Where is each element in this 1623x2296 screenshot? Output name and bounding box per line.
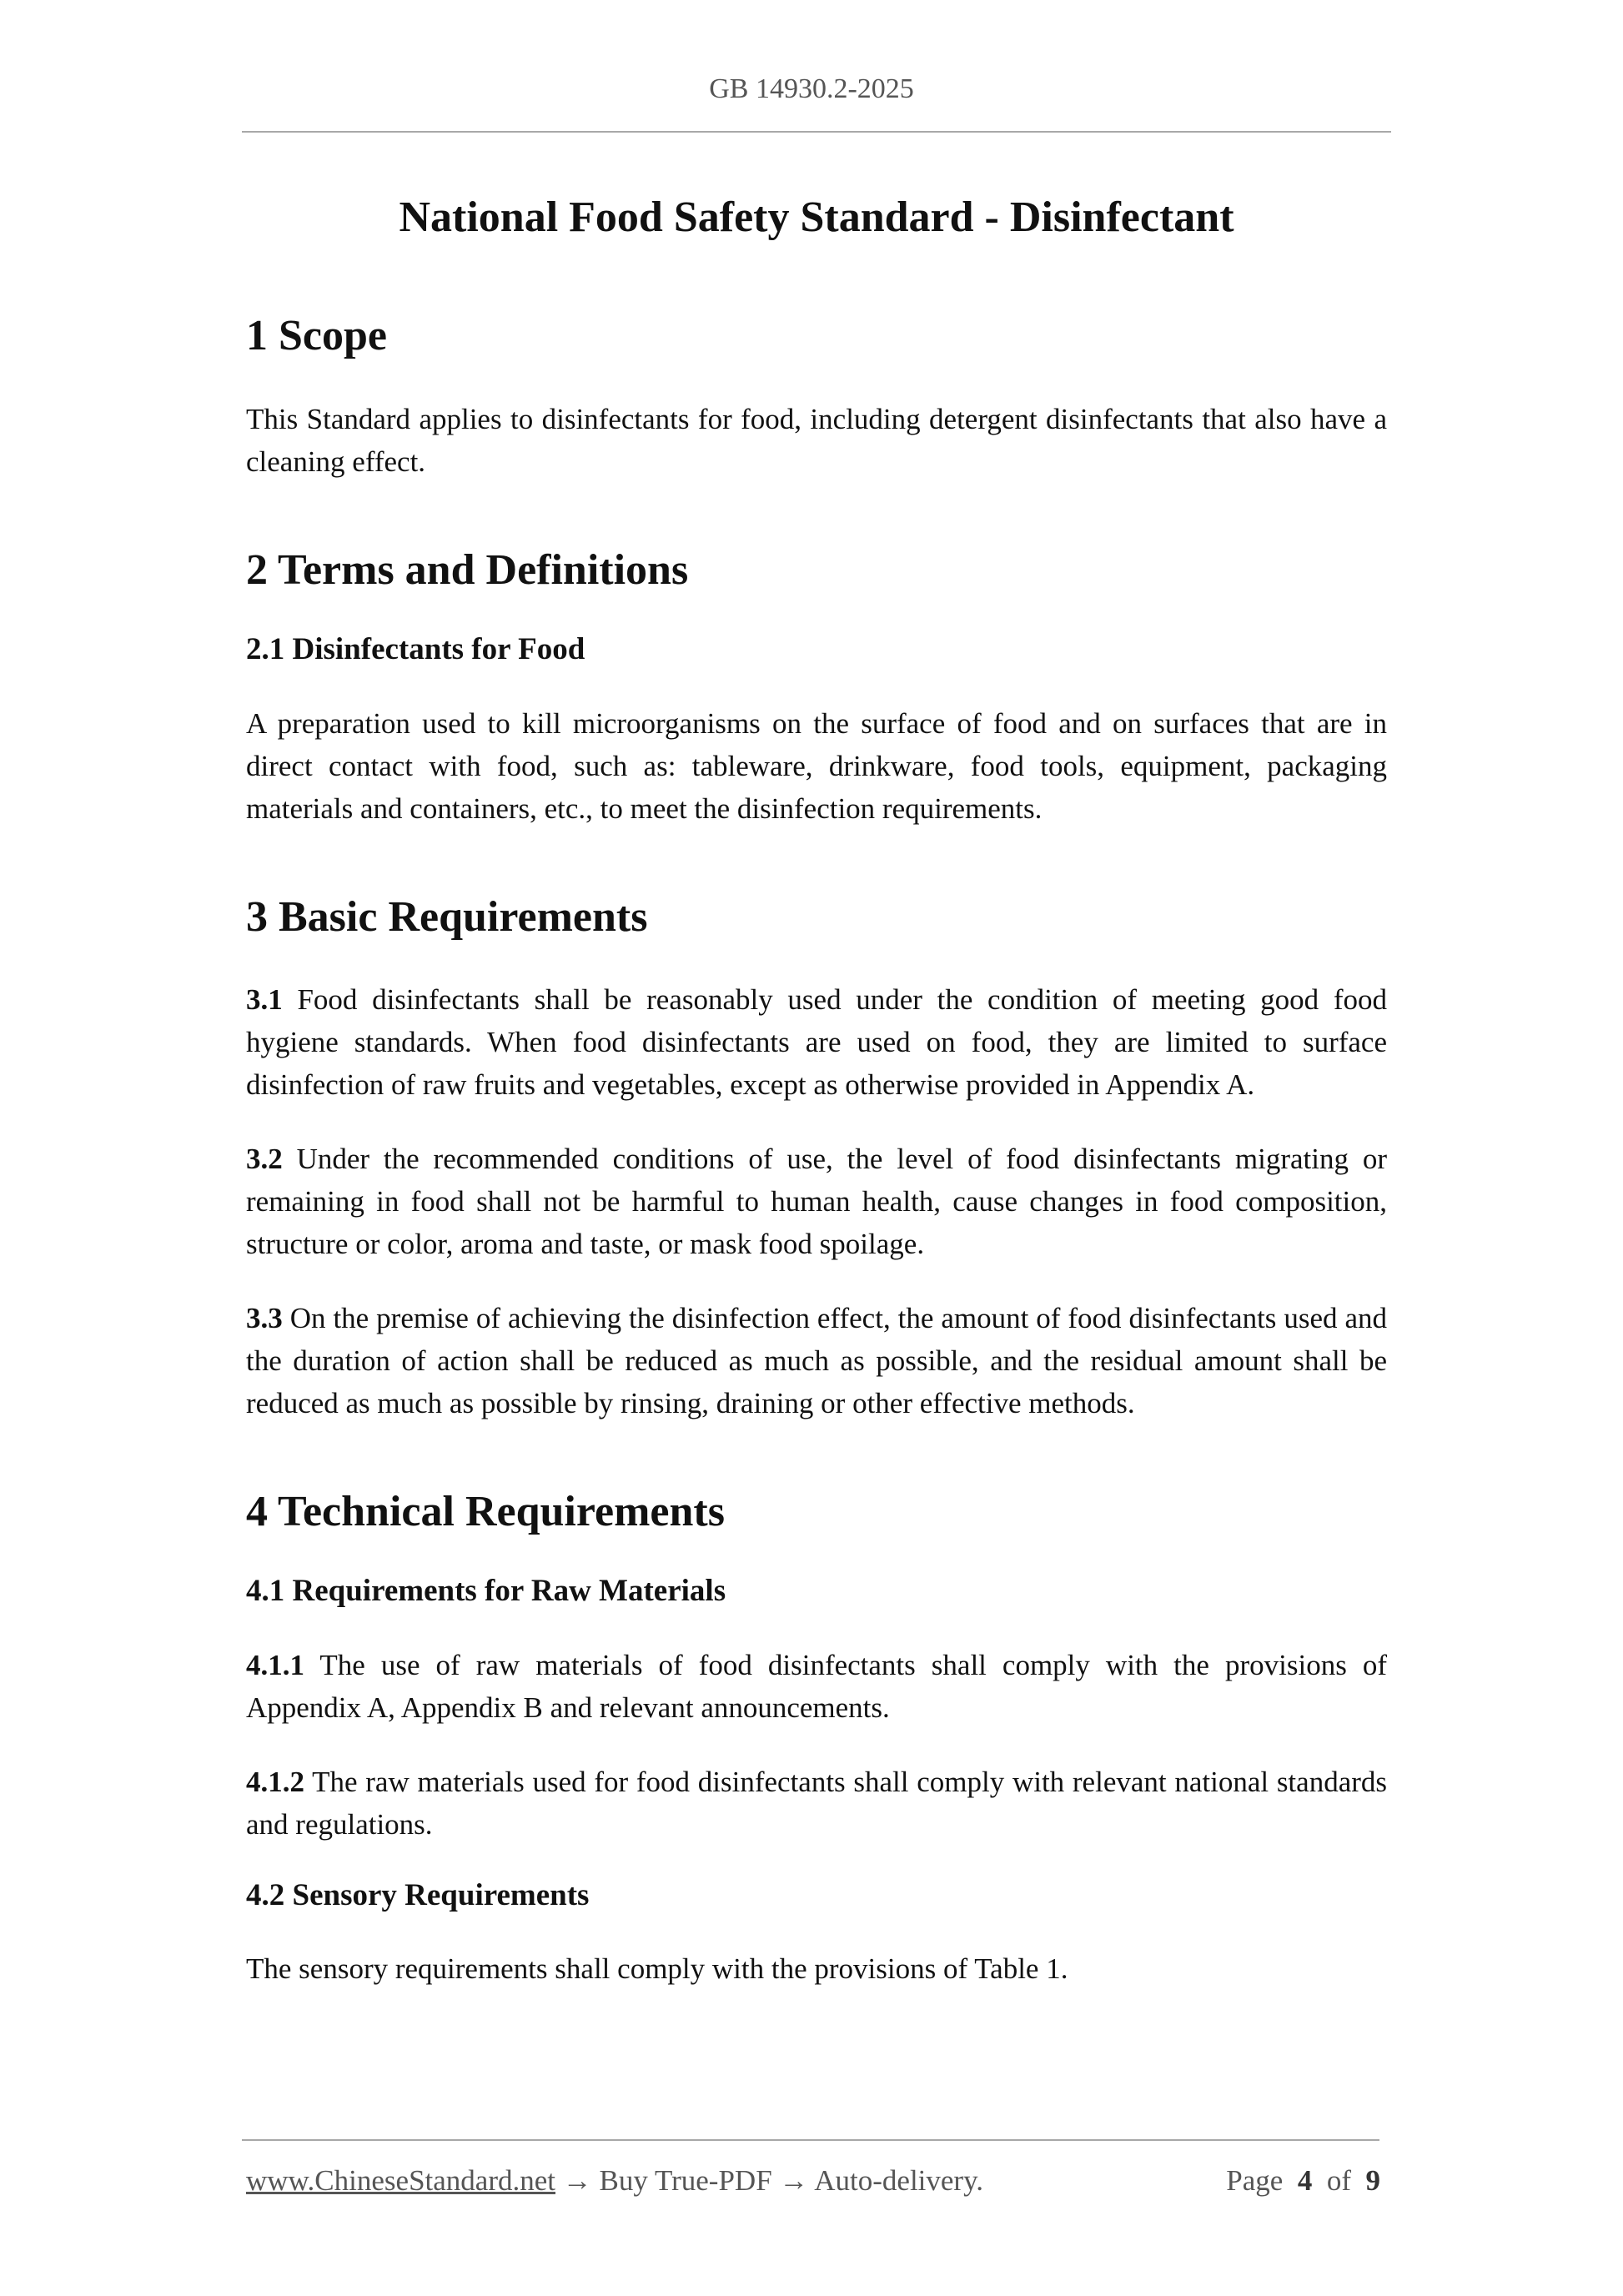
- arrow-right-icon: →: [779, 2164, 809, 2197]
- clause-text: Food disinfectants shall be reasonably used under the condition of meeting good food hygiene standards. When food disinfectants are used on food, they are limited to surface disinfection of raw fruits and vegetables, except as otherwise provided in Appendix A.: [246, 982, 1388, 1101]
- clause-text: On the premise of achieving the disinfection effect, the amount of food disinfectants used and the duration of action shall be reduced as much as possible, and the residual amount shall be reduced as much as possible by rinsing, draining or other effective methods.: [246, 1301, 1388, 1419]
- document-id: GB 14930.2-2025: [709, 73, 914, 104]
- subsection-4-2-text: The sensory requirements shall comply with the provisions of Table 1.: [246, 1952, 1068, 1986]
- page-indicator: [1226, 2164, 1380, 2198]
- clause-number: 4.1.1: [246, 1648, 304, 1681]
- clause-number: 3.2: [246, 1142, 283, 1175]
- delivery-text: Auto-delivery.: [814, 2164, 984, 2197]
- page-label: Page: [1226, 2164, 1284, 2197]
- page-number: 4: [1297, 2164, 1313, 2197]
- subsection-2-1-text: A preparation used to kill microorganisms on the surface of food and on surfaces that are in direct contact with food, such as: tableware, drinkware, food tools, equipment, packaging materials and containers, etc., to meet the disinfection requirements.: [246, 706, 1387, 825]
- footer-divider: [242, 2139, 1379, 2141]
- subsection-2-1-heading: 2.1 Disinfectants for Food: [246, 632, 585, 667]
- clause-3-1: [246, 978, 1387, 1106]
- section-1-heading: 1 Scope: [246, 312, 387, 360]
- header-divider: [242, 131, 1391, 133]
- arrow-right-icon: →: [562, 2164, 592, 2197]
- clause-text: Under the recommended conditions of use, the level of food disinfectants migrating or remaining in food shall not be harmful to human health, cause changes in food composition, structure or color, aroma and taste, or mask food spoilage.: [246, 1142, 1387, 1260]
- footer-promo: [246, 2164, 983, 2197]
- clause-number: 3.3: [246, 1301, 283, 1334]
- subsection-4-2-heading: 4.2 Sensory Requirements: [246, 1877, 590, 1912]
- document-title: National Food Safety Standard - Disinfectant: [399, 193, 1234, 241]
- page-footer: [246, 2164, 1380, 2198]
- clause-number: 4.1.2: [246, 1765, 304, 1798]
- clause-4-1-2: [246, 1761, 1387, 1846]
- section-3-heading: 3 Basic Requirements: [246, 892, 648, 941]
- document-body: [246, 192, 1387, 2022]
- section-4-heading: 4 Technical Requirements: [246, 1487, 725, 1535]
- of-label: of: [1326, 2164, 1351, 2197]
- section-1-text: This Standard applies to disinfectants for food, including detergent disinfectants that also have a cleaning effect.: [246, 402, 1387, 478]
- section-2-heading: 2 Terms and Definitions: [246, 545, 689, 594]
- chinesestandard-link[interactable]: www.ChineseStandard.net: [246, 2164, 555, 2197]
- clause-number: 3.1: [246, 982, 283, 1016]
- page-total: 9: [1365, 2164, 1380, 2197]
- buy-text: Buy True-PDF: [599, 2164, 772, 2197]
- clause-3-3: [246, 1297, 1387, 1424]
- clause-3-2: [246, 1138, 1387, 1265]
- clause-text: The raw materials used for food disinfectants shall comply with relevant national standards and regulations.: [246, 1765, 1388, 1841]
- clause-4-1-1: [246, 1644, 1387, 1729]
- subsection-4-1-heading: 4.1 Requirements for Raw Materials: [246, 1574, 726, 1609]
- clause-text: The use of raw materials of food disinfectants shall comply with the provisions of Appendix A, Appendix B and relevant announcements.: [246, 1648, 1387, 1724]
